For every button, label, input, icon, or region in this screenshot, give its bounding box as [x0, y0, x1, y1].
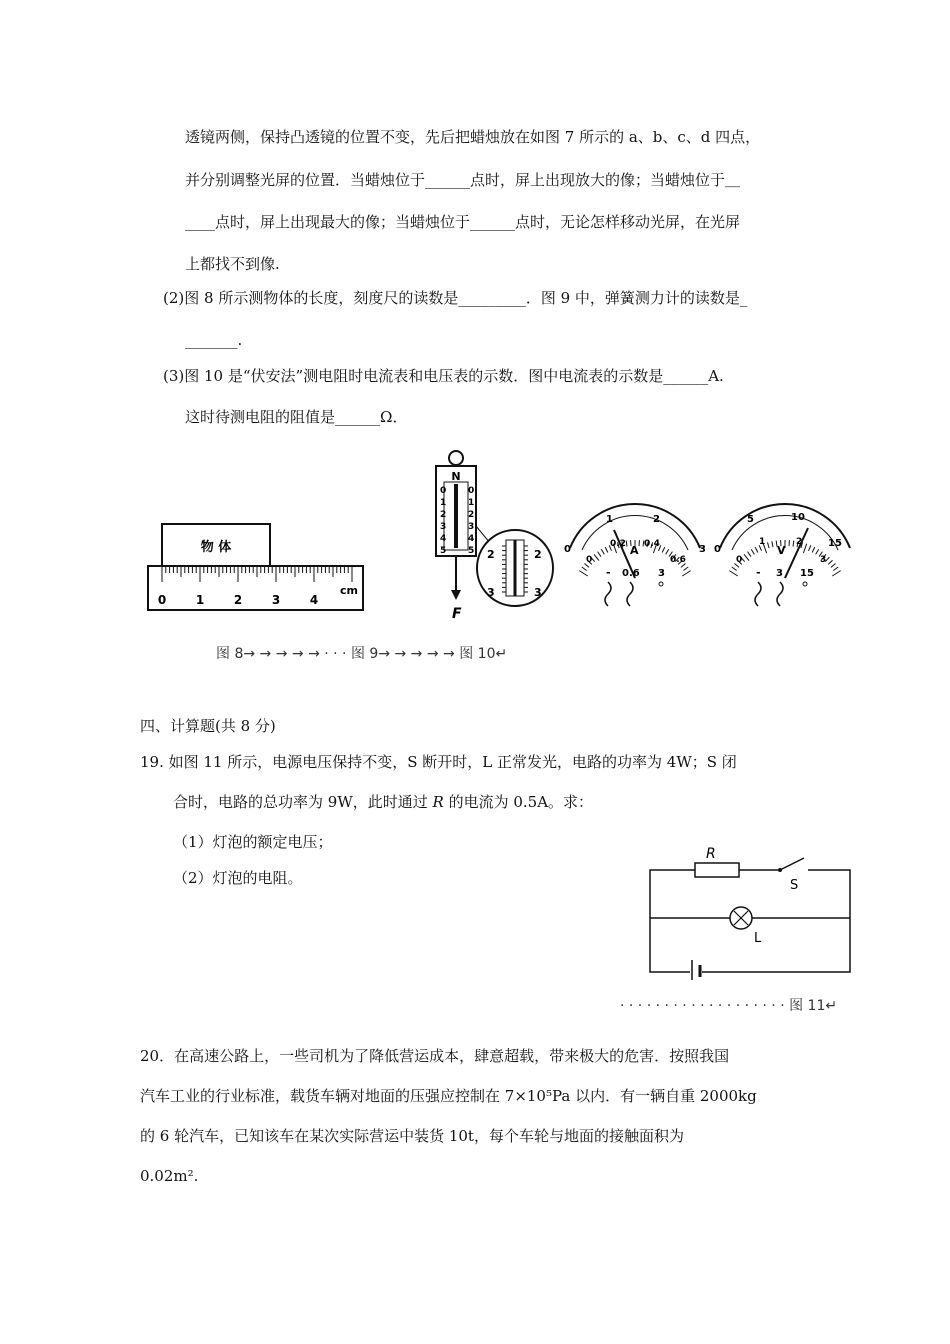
zoom-label-right-2: 2	[534, 548, 542, 561]
tick-mark	[793, 541, 794, 547]
tick-mark	[594, 554, 599, 560]
tick-mark	[828, 560, 832, 564]
q18-part1-line3: ____点时，屏上出现最大的像；当蜡烛位于______点时，无论怎样移动光屏，在光屏	[185, 213, 741, 231]
ammeter-outer-0: 0	[564, 544, 571, 555]
figure-10-voltmeter	[714, 504, 850, 606]
q20-line3: 的 6 轮汽车，已知该车在某次实际营运中装货 10t，每个车轮与地面的接触面积为	[140, 1127, 684, 1145]
tick-mark	[812, 547, 815, 552]
q20-line2: 汽车工业的行业标准，载货车辆对地面的压强应控制在 7×10⁵Pa 以内．有一辆自重 2000kg	[140, 1087, 757, 1105]
tick-mark	[605, 547, 608, 552]
tick-mark	[751, 549, 754, 554]
q18-part1-line4: 上都找不到像.	[185, 255, 280, 273]
tick-mark	[832, 571, 840, 576]
ammeter-outer-2: 2	[653, 514, 660, 525]
tick-mark	[768, 542, 770, 548]
spring-num-4: 4	[440, 534, 447, 544]
ammeter-inner-2: 0.4	[644, 539, 660, 549]
tick-mark	[582, 567, 587, 571]
force-label: F	[452, 606, 462, 622]
voltmeter-letter: V	[777, 544, 786, 557]
q18-part2-line1: (2)图 8 所示测物体的长度，刻度尺的读数是_________．图 9 中，弹簧测力计的读数是_	[163, 289, 748, 307]
q19-sub1: （1）灯泡的额定电压；	[173, 833, 333, 851]
tick-mark	[682, 571, 690, 576]
voltmeter-terminal-minus: -	[756, 566, 761, 579]
q19-sub2: （2）灯泡的电阻。	[173, 869, 303, 887]
voltmeter-outer-10: 10	[791, 512, 805, 523]
tick-mark	[666, 549, 669, 554]
spring-num-2: 2	[440, 510, 447, 520]
tick-mark	[755, 547, 758, 552]
ammeter-inner-3: 0.6	[670, 555, 686, 565]
switch-gap	[778, 866, 808, 874]
tick-mark	[729, 571, 737, 576]
voltmeter-wire-2	[777, 582, 783, 606]
q18-part2-line2: _______.	[185, 331, 243, 349]
tick-mark	[626, 541, 627, 547]
ruler-tick-label-0: 0	[157, 593, 167, 607]
ammeter-inner-1: 0.2	[610, 539, 626, 549]
figure-11-circuit	[640, 838, 860, 980]
spring-num-r5: 5	[468, 546, 475, 556]
tick-mark	[601, 549, 604, 554]
ruler-body	[148, 566, 363, 610]
ammeter-terminal-06: 0.6	[622, 568, 640, 579]
ammeter-post-3	[659, 582, 663, 586]
tick-mark	[816, 549, 819, 554]
voltmeter-wire-1	[755, 582, 761, 606]
q20-line4: 0.02m².	[140, 1167, 199, 1185]
ruler-unit: cm	[340, 584, 358, 597]
tick-mark	[662, 547, 665, 552]
ammeter-wire-1	[605, 582, 611, 606]
q19-line2-a: 合时，电路的总功率为 9W，此时通过	[173, 793, 433, 811]
switch-pivot	[778, 868, 782, 872]
voltmeter-inner-3: 3	[820, 555, 827, 565]
tick-mark	[598, 552, 601, 557]
ammeter-terminal-3: 3	[658, 568, 665, 579]
figure-10-ammeter	[564, 504, 706, 606]
spring-num-1: 1	[440, 498, 447, 508]
zoom-label-left-3: 3	[487, 586, 495, 599]
figure-9-spring-scale	[436, 451, 553, 622]
q18-part1-line1: 透镜两侧，保持凸透镜的位置不变，先后把蜡烛放在如图 7 所示的 a、b、c、d 四点，	[185, 128, 761, 146]
lamp-label: L	[754, 931, 762, 946]
ammeter-wire-2	[627, 582, 633, 606]
figure-11-caption: · · · · · · · · · · · · · · · · · · · 图 11↵	[620, 998, 838, 1014]
tick-mark	[833, 567, 838, 571]
q20-line1: 20．在高速公路上，一些司机为了降低营运成本，肆意超载，带来极大的危害．按照我国	[140, 1047, 730, 1065]
ruler-tick-label-4: 4	[309, 593, 319, 607]
tick-mark	[831, 564, 836, 568]
q18-part3-line2: 这时待测电阻的阻值是______Ω．	[185, 408, 408, 426]
voltmeter-inner-2: 2	[796, 537, 803, 547]
voltmeter-terminal-15: 15	[800, 568, 814, 579]
spring-hook-ring	[449, 451, 463, 465]
resistor-r	[695, 863, 739, 877]
ammeter-letter: A	[630, 544, 639, 557]
spring-num-0: 0	[440, 486, 447, 496]
spring-unit-n: N	[451, 470, 461, 483]
tick-mark	[579, 571, 587, 576]
voltmeter-outer-0: 0	[714, 544, 721, 555]
force-arrow-icon	[451, 590, 461, 600]
voltmeter-outer-15: 15	[828, 538, 842, 549]
object-label: 物 体	[200, 540, 232, 555]
voltmeter-inner-0: 0	[736, 555, 743, 565]
ammeter-inner-0: 0	[586, 555, 593, 565]
zoom-label-left-2: 2	[487, 548, 495, 561]
q19-line2	[173, 792, 593, 812]
tick-mark	[683, 567, 688, 571]
ammeter-outer-3: 3	[699, 544, 706, 555]
spring-num-r1: 1	[468, 498, 475, 508]
spring-num-3: 3	[440, 522, 447, 532]
voltmeter-post-15	[803, 582, 807, 586]
tick-mark	[732, 567, 737, 571]
voltmeter-inner-1: 1	[759, 537, 766, 547]
ruler-tick-label-1: 1	[195, 593, 205, 607]
figure-8-ruler	[148, 524, 363, 610]
tick-mark	[803, 544, 806, 553]
resistor-label: R	[706, 846, 716, 862]
ruler-tick-label-3: 3	[271, 593, 281, 607]
spring-num-r0: 0	[468, 486, 475, 496]
ammeter-outer-1: 1	[606, 514, 613, 525]
voltmeter-outer-5: 5	[747, 514, 754, 525]
q19-line2-r: R	[432, 793, 444, 811]
figures-caption: 图 8→ → → → → · · · 图 9→ → → → → 图 10↵	[216, 646, 508, 662]
tick-mark	[744, 554, 749, 560]
voltmeter-terminal-3: 3	[776, 568, 783, 579]
tick-mark	[808, 545, 810, 551]
q19-line2-b: 的电流为 0.5A。求：	[443, 793, 594, 811]
spring-num-r2: 2	[468, 510, 475, 520]
tick-mark	[748, 552, 751, 557]
spring-num-5: 5	[440, 546, 447, 556]
spring-num-r3: 3	[468, 522, 475, 532]
switch-label: S	[790, 878, 799, 893]
q19-line1: 19. 如图 11 所示，电源电压保持不变，S 断开时，L 正常发光，电路的功率为 4W；S 闭	[140, 753, 737, 771]
tick-mark	[772, 541, 773, 547]
zoom-label-right-3: 3	[534, 586, 542, 599]
section-4-title: 四、计算题(共 8 分)	[140, 717, 276, 735]
ammeter-terminal-minus: -	[606, 566, 611, 579]
ruler-tick-label-2: 2	[233, 593, 243, 607]
q18-part3-line1: (3)图 10 是“伏安法”测电阻时电流表和电压表的示数．图中电流表的示数是______A.	[163, 367, 724, 385]
spring-num-r4: 4	[468, 534, 475, 544]
q18-part1-line2: 并分别调整光屏的位置．当蜡烛位于______点时，屏上出现放大的像；当蜡烛位于＿	[185, 171, 741, 189]
